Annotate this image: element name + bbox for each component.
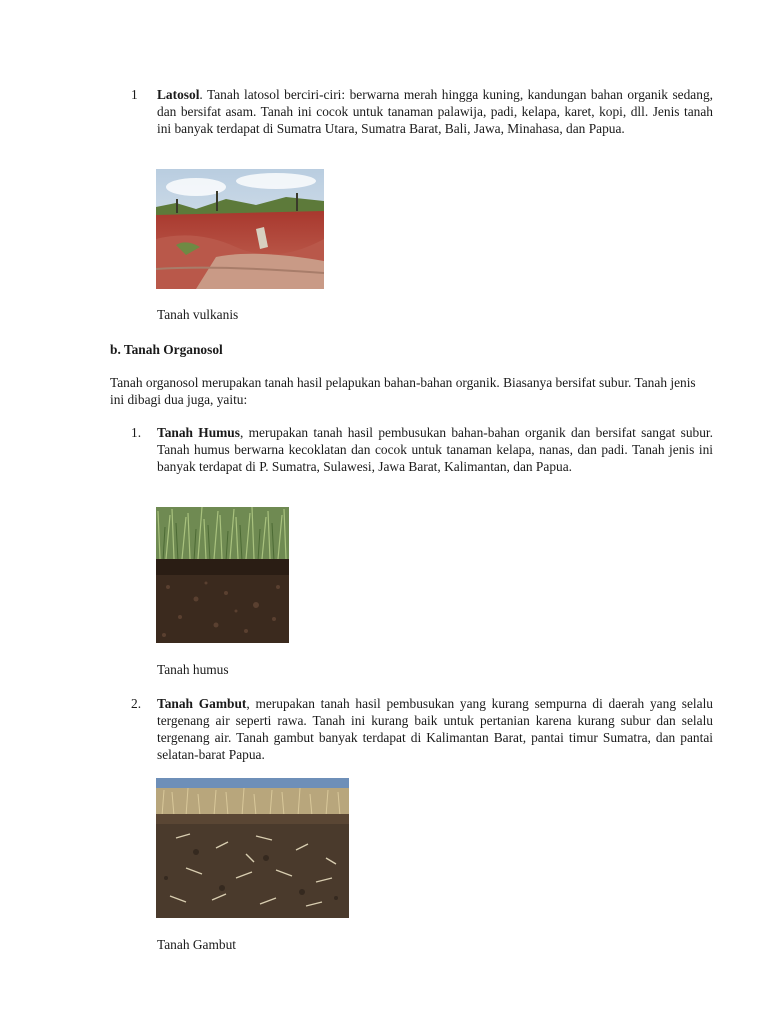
latosol-text: . Tanah latosol berciri-ciri: berwarna merah hingga kuning, kandungan bahan organik sedang, dan bersifat asam. Tanah ini cocok untuk tanaman palawija, padi, kelapa, karet, kopi, dll. Jenis tanah ini banyak terdapat di Sumatra Utara, Sumatra Barat, Bali, Jawa, Minahasa, dan Papua. bbox=[157, 87, 713, 136]
list-number: 2. bbox=[131, 696, 142, 711]
section-heading: b. Tanah Organosol bbox=[110, 342, 223, 357]
gambut-text: , merupakan tanah hasil pembusukan yang kurang sempurna di daerah yang selalu tergenang air seperti rawa. Tanah ini kurang baik untuk pertanian karena kurang subur dan selalu tergenang air. Tanah gambut banyak terdapat di Kalimantan Barat, pantai timur Sumatra, dan pantai selatan-barat Papua. bbox=[157, 696, 713, 762]
gambut-caption: Tanah Gambut bbox=[157, 937, 237, 952]
list-number: 1. bbox=[131, 425, 142, 440]
gambut-term: Tanah Gambut bbox=[157, 696, 247, 711]
latosol-caption: Tanah vulkanis bbox=[157, 307, 239, 322]
humus-photo bbox=[156, 507, 289, 643]
list-number: 1 bbox=[131, 87, 138, 102]
gambut-photo bbox=[156, 778, 349, 918]
humus-term: Tanah Humus bbox=[157, 425, 240, 440]
latosol-photo bbox=[156, 169, 324, 289]
latosol-paragraph bbox=[157, 86, 713, 137]
section-intro: Tanah organosol merupakan tanah hasil pelapukan bahan-bahan organik. Biasanya bersifat subur. Tanah jenis ini dibagi dua juga, yaitu: bbox=[110, 375, 696, 407]
humus-caption: Tanah humus bbox=[157, 662, 229, 677]
gambut-paragraph bbox=[157, 695, 713, 763]
humus-paragraph bbox=[157, 424, 713, 475]
humus-text: , merupakan tanah hasil pembusukan bahan-bahan organik dan bersifat sangat subur. Tanah humus berwarna kecoklatan dan cocok untuk tanaman kelapa, nanas, dan padi. Tanah jenis ini banyak terdapat di P. Sumatra, Sulawesi, Jawa Barat, Kalimantan, dan Papua. bbox=[157, 425, 713, 474]
latosol-term: Latosol bbox=[157, 87, 200, 102]
